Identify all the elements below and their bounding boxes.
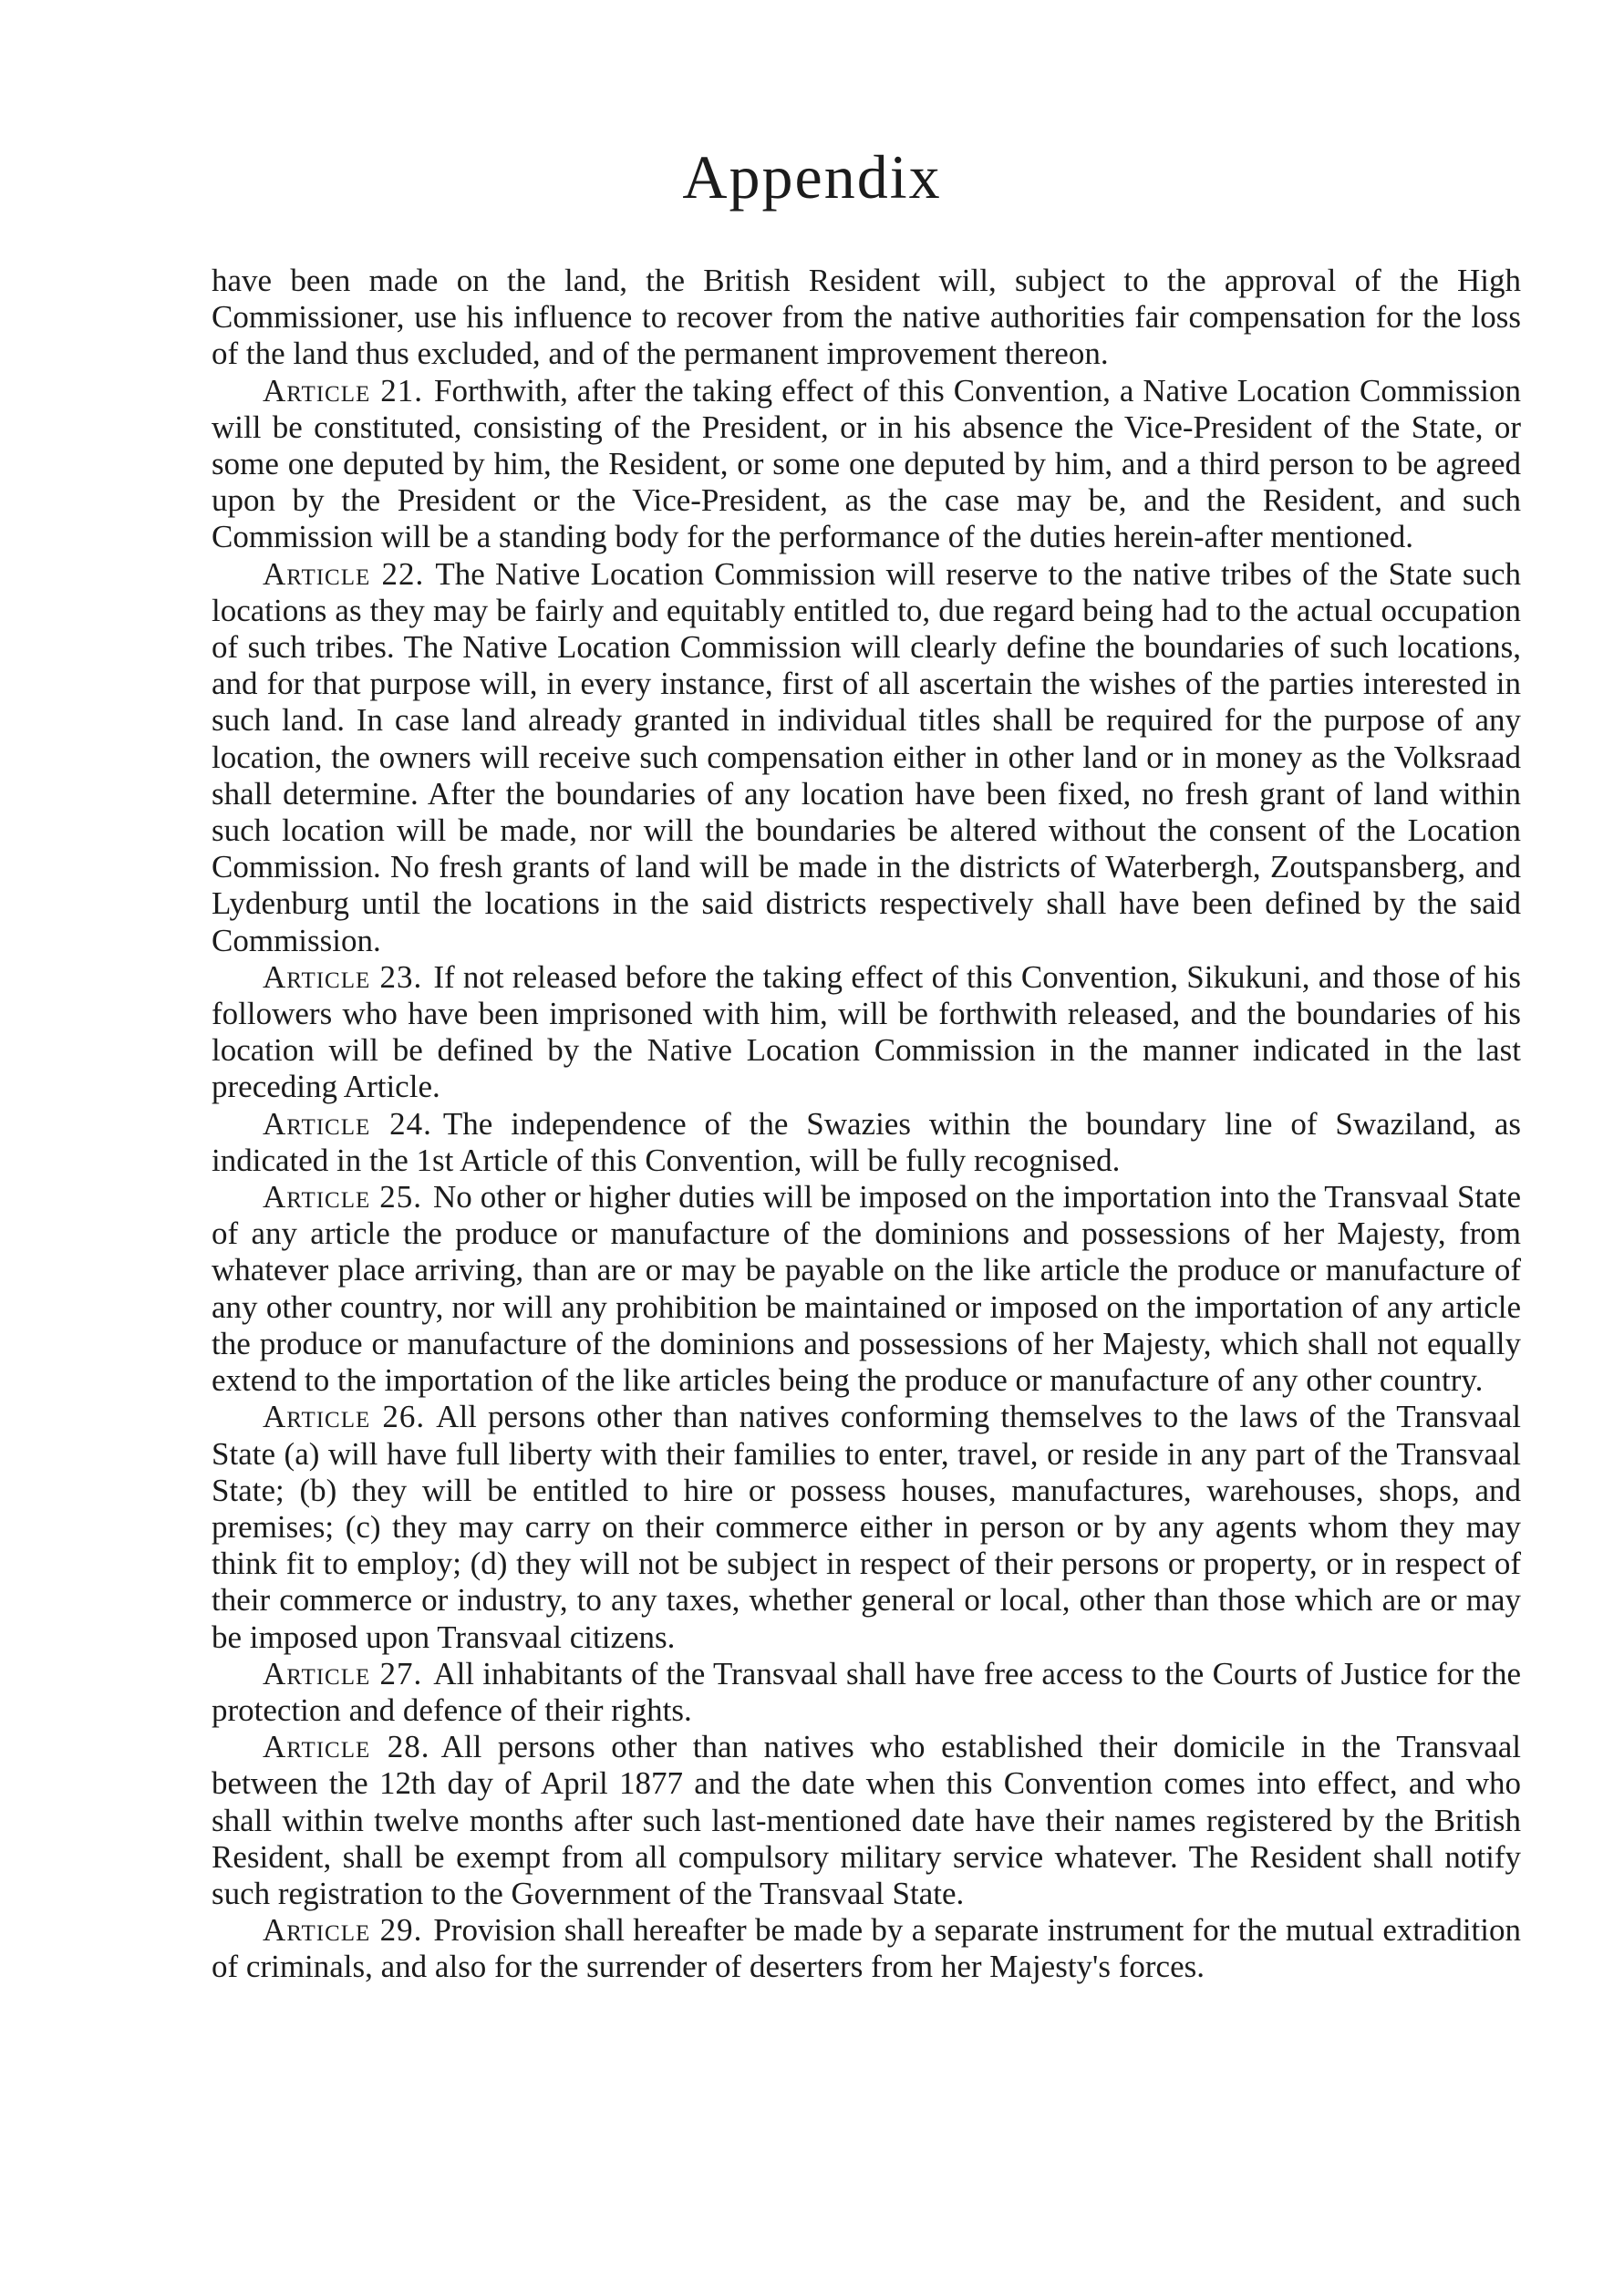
article-text: All persons other than natives conforming themselves to the laws of the Transvaal State (a) will have full liberty with their families to enter, travel, or reside in any part of the Transvaal State; (b) they will be entitled to hire or possess houses, manufactures, warehouses, shops, and premises; (c) they may carry on their commerce either in person or by any agents whom they may think fit to employ; (d) they will not be subject in respect of their persons or property, or in respect of their commerce or industry, to any taxes, whether general or local, other than those which are or may be imposed upon Transvaal citizens. <box>212 1399 1521 1655</box>
running-head-title: Appendix <box>682 142 942 212</box>
article-25 <box>212 1179 1521 1399</box>
article-text: The Native Location Commission will reserve to the native tribes of the State such locations as they may be fairly and equitably entitled to, due regard being had to the actual occupation of such tribes. The Native Location Commission will clearly define the boundaries of such locations, and for that purpose will, in every instance, first of all ascertain the wishes of the parties interested in such land. In case land already granted in individual titles shall be required for the purpose of any location, the owners will receive such compensation either in other land or in money as the Volksraad shall determine. After the boundaries of any location have been fixed, no fresh grant of land within such location will be made, nor will the boundaries be altered without the consent of the Location Commission. No fresh grants of land will be made in the districts of Waterbergh, Zoutspansberg, and Lydenburg until the locations in the said districts respectively shall have been defined by the said Commission. <box>212 555 1521 958</box>
article-24 <box>212 1106 1521 1179</box>
article-22 <box>212 556 1521 959</box>
body-text <box>212 263 1521 1986</box>
article-label: Article 21. <box>263 372 423 409</box>
article-label: Article 22. <box>263 555 425 592</box>
article-text: Provision shall hereafter be made by a separate instrument for the mutual extradition of criminals, and also for the surrender of deserters from her Majesty's forces. <box>212 1912 1521 1985</box>
article-26 <box>212 1399 1521 1655</box>
article-text: If not released before the taking effect of this Convention, Sikukuni, and those of his followers who have been imprisoned with him, will be forthwith released, and the boundaries of his location will be defined by the Native Location Commission in the manner indicated in the last preceding Article. <box>212 958 1522 1105</box>
article-label: Article 28. <box>263 1729 430 1765</box>
article-29 <box>212 1912 1521 1985</box>
article-text: The independence of the Swazies within the boundary line of Swaziland, as indicated in the 1st Article of this Convention, will be fully recognised. <box>212 1105 1521 1178</box>
article-text: All persons other than natives who established their domicile in the Transvaal between the 12th day of April 1877 and the date when this Convention comes into effect, and who shall within twelve months after such last-mentioned date have their names registered by the British Resident, shall be exempt from all compulsory military service whatever. The Resident shall notify such registration to the Government of the Transvaal State. <box>212 1729 1522 1911</box>
article-text: No other or higher duties will be imposed on the importation into the Transvaal State of any article the produce or manufacture of the dominions and possessions of her Majesty, from whatever place arriving, than are or may be payable on the like article the produce or manufacture of any other country, nor will any prohibition be maintained or imposed on the importation of any article the produce or manufacture of the dominions and possessions of her Majesty, which shall not equally extend to the importation of the like articles being the produce or manufacture of any other country. <box>212 1179 1521 1399</box>
opening-paragraph: have been made on the land, the British Resident will, subject to the approval of the High Commissioner, use his influence to recover from the native authorities fair compensation for the loss of the land thus excluded, and of the permanent improvement thereon. <box>212 263 1521 372</box>
article-label: Article 24. <box>263 1105 432 1142</box>
article-label: Article 27. <box>263 1655 423 1691</box>
article-text: Forthwith, after the taking effect of this Convention, a Native Location Commission will be constituted, consisting of the President, or in his absence the Vice-President of the State, or some one deputed by him, the Resident, or some one deputed by him, and a third person to be agreed upon by the President or the Vice-President, as the case may be, and the Resident, and such Commission will be a standing body for the performance of the duties herein-after mentioned. <box>212 372 1521 555</box>
article-label: Article 29. <box>263 1912 423 1949</box>
article-text: All inhabitants of the Transvaal shall have free access to the Courts of Justice for the protection and defence of their rights. <box>212 1655 1522 1728</box>
article-28 <box>212 1729 1521 1912</box>
article-23 <box>212 959 1521 1106</box>
article-21 <box>212 373 1521 556</box>
article-label: Article 26. <box>263 1399 426 1435</box>
article-label: Article 25. <box>263 1179 422 1215</box>
article-27 <box>212 1656 1521 1729</box>
article-label: Article 23. <box>263 958 423 995</box>
